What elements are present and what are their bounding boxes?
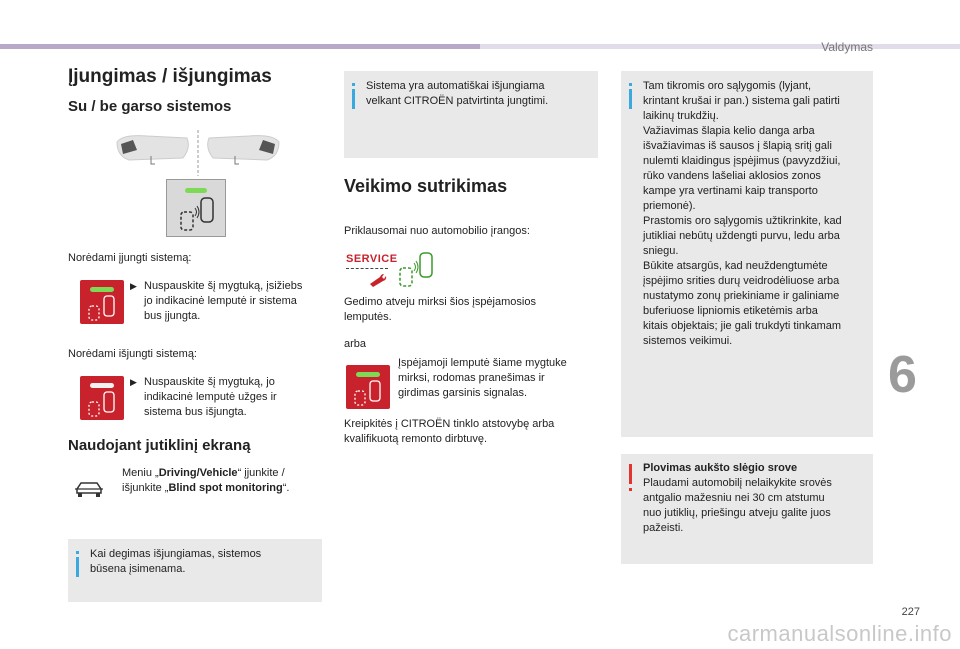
info-note-weather <box>621 71 873 437</box>
blind-spot-car-icon <box>86 294 118 322</box>
page-title: Įjungimas / išjungimas <box>68 66 272 87</box>
enable-step-line: bus įjungta. <box>144 310 201 322</box>
indicator-lamp-blinking <box>356 372 380 377</box>
note-line: Sistema yra automatiškai išjungiama <box>366 80 545 92</box>
contact-text: Kreipkitės į CITROËN tinklo atstovybę arba kvalifikuotą remonto dirbtuvę. <box>344 418 555 445</box>
info-icon <box>76 551 79 554</box>
note-line: būsena įsimenama. <box>90 563 186 575</box>
note-line: velkant CITROËN patvirtinta jungtimi. <box>366 95 549 107</box>
blind-spot-warning-icon <box>396 250 436 290</box>
touch-screen-title: Naudojant jutiklinį ekraną <box>68 437 251 454</box>
warning-title: Plovimas aukšto slėgio srove <box>643 462 798 474</box>
info-icon <box>352 83 355 86</box>
chapter-number: 6 <box>888 346 917 404</box>
blind-spot-button-blinking <box>346 365 390 409</box>
enable-step-line: jo indikacinė lemputė ir sistema <box>144 295 297 307</box>
info-note-ignition <box>68 539 322 602</box>
blind-spot-button-on <box>80 280 124 324</box>
blind-spot-button-illustration <box>166 179 226 237</box>
section-name: Valdymas <box>821 40 873 54</box>
warning-icon <box>629 464 632 484</box>
info-icon <box>629 83 632 86</box>
top-accent-bar <box>0 44 480 49</box>
blink-text: Gedimo atveju mirksi šios įspėjamosios lemputės. <box>344 296 536 323</box>
warning-note-washing <box>621 454 873 564</box>
button-blink-text: Įspėjamoji lemputė šiame mygtuke mirksi, rodomas pranešimas ir girdimas garsinis signalas. <box>398 357 567 399</box>
page-number: 227 <box>901 606 920 618</box>
indicator-lamp-on <box>185 188 207 193</box>
blind-spot-car-icon <box>86 390 118 418</box>
arrow-bullet-icon: ▶ <box>130 377 137 387</box>
indicator-lamp-off <box>90 383 114 388</box>
note-line: Kai degimas išjungiamas, sistemos <box>90 548 262 560</box>
enable-step-line: Nuspauskite šį mygtuką, įsižiebs <box>144 280 303 292</box>
fault-title: Veikimo sutrikimas <box>344 176 508 196</box>
enable-intro: Norėdami įjungti sistemą: <box>68 252 192 264</box>
enable-step <box>130 279 302 324</box>
fault-intro: Priklausomai nuo automobilio įrangos: <box>344 225 530 237</box>
indicator-lamp-on <box>90 287 114 292</box>
top-accent-bar-light <box>480 44 960 49</box>
car-menu-icon <box>74 479 104 499</box>
blind-spot-button-off <box>80 376 124 420</box>
weather-note-text: Tam tikromis oro sąlygomis (lyjant, krintant krušai ir pan.) sistema gali patirti laikinų trukdžių. Važiavimas šlapia kelio danga arba išvažiavimas iš sausos į šlapią sritį gali nulemti klaidingus įspėjimus (pavyzdžiui, rūko vandens lašeliai aklosios zonos kampe yra vertinami kaip transporto priemonė). Prastomis oro sąlygomis užtikrinkite, kad jutikliai nebūtų uždengti purvu, ledu arba sniegu. Būkite atsargūs, kad neuždengtumėte įspėjimo srities durų veidrodėliuose arba nustatymo zonų priekiniame ir galiniame buferiuose lipniomis etiketėmis arba kitais objektais; jie gali trukdyti tinkamam sistemos veikimui. <box>643 80 842 347</box>
touch-menu-text: Meniu „Driving/Vehicle“ įjunkite / išjunkite „Blind spot monitoring“. <box>122 467 290 494</box>
disable-step-line: sistema bus išjungta. <box>144 406 247 418</box>
blind-spot-car-icon <box>177 196 217 232</box>
subtitle-sound: Su / be garso sistemos <box>68 98 232 115</box>
or-text: arba <box>344 338 367 350</box>
disable-step <box>130 375 277 420</box>
menu-item-blind-spot: Blind spot monitoring <box>168 482 283 494</box>
blind-spot-car-icon <box>352 379 384 407</box>
mirror-illustration <box>113 128 283 178</box>
menu-path-driving-vehicle: Driving/Vehicle <box>158 467 238 479</box>
washing-note-text: Plovimas aukšto slėgio srove Plaudami automobilį nelaikykite srovės antgalio mažesniu nei 30 cm atstumu nuo jutiklių, priešingu atveju galite juos pažeisti. <box>643 462 832 534</box>
disable-step-line: Nuspauskite šį mygtuką, jo <box>144 376 275 388</box>
wrench-icon <box>368 273 388 287</box>
watermark: carmanualsonline.info <box>727 621 952 646</box>
service-warning-icon: SERVICE <box>346 253 398 265</box>
arrow-bullet-icon: ▶ <box>130 281 137 291</box>
disable-intro: Norėdami išjungti sistemą: <box>68 348 197 360</box>
disable-step-line: indikacinė lemputė užges ir <box>144 391 277 403</box>
info-note-towing <box>344 71 598 158</box>
